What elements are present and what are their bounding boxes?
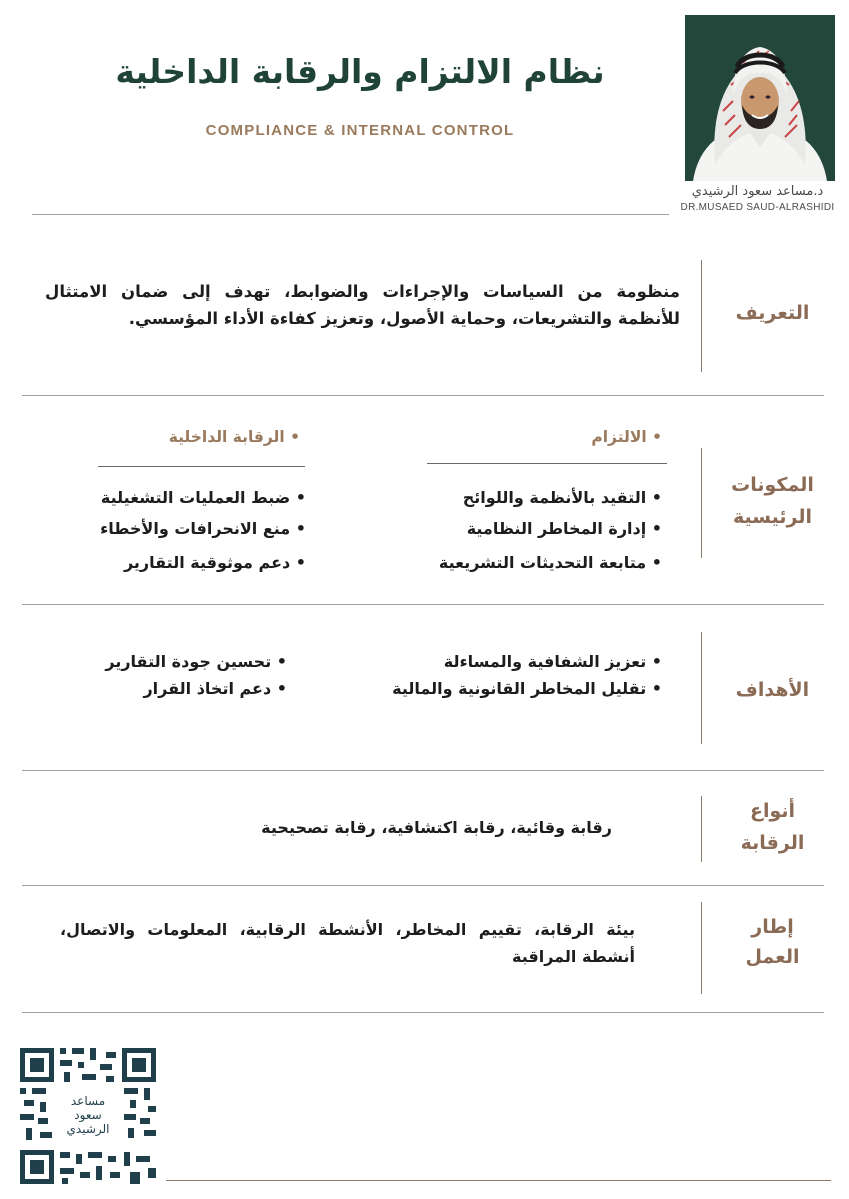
qr-logo-line2: سعود — [74, 1108, 102, 1122]
internal-control-heading-rule — [98, 466, 305, 467]
goals-item: • دعم اتخاذ القرار — [143, 679, 287, 698]
header-divider — [32, 214, 669, 215]
author-photo — [685, 15, 835, 181]
internal-control-heading: • الرقابة الداخلية — [168, 428, 300, 446]
definition-label: التعريف — [735, 302, 810, 324]
compliance-item: • التقيد بالأنظمة واللوائح — [462, 488, 662, 507]
section-divider — [22, 885, 824, 886]
compliance-item: • إدارة المخاطر النظامية — [466, 519, 662, 538]
components-label-line1: المكونات — [731, 474, 814, 496]
control-types-label-line1: أنواع — [749, 800, 796, 822]
definition-divider — [701, 260, 702, 372]
framework-divider — [701, 902, 702, 994]
qr-logo — [60, 1094, 116, 1136]
author-name-ar: د.مساعد سعود الرشيدي — [691, 184, 824, 199]
goals-label: الأهداف — [735, 679, 810, 701]
framework-text: بيئة الرقابة، تقييم المخاطر، الأنشطة الرقابية، المعلومات والاتصال، أنشطة المراقبة — [60, 920, 635, 966]
compliance-heading-rule — [427, 463, 667, 464]
author-name-en: DR.MUSAED SAUD-ALRASHIDI — [680, 202, 835, 213]
control-types-label-line2: الرقابة — [740, 832, 805, 854]
control-types-divider — [701, 796, 702, 862]
qr-logo-line3: الرشيدي — [66, 1122, 110, 1136]
internal-control-item: • ضبط العمليات التشغيلية — [100, 488, 306, 507]
goals-item: • تعزيز الشفافية والمساءلة — [443, 652, 662, 671]
components-label-line2: الرئيسية — [733, 506, 812, 528]
framework-label-line1: إطار — [751, 916, 794, 938]
qr-logo-line1: مساعد — [70, 1094, 106, 1108]
control-types-text: رقابة وقائية، رقابة اكتشافية، رقابة تصحيحية — [261, 818, 612, 837]
page-title: نظام الالتزام والرقابة الداخلية — [115, 52, 605, 91]
compliance-item: • متابعة التحديثات التشريعية — [438, 553, 662, 572]
compliance-heading: • الالتزام — [591, 428, 662, 446]
goals-divider — [701, 632, 702, 744]
section-divider — [22, 770, 824, 771]
qr-code[interactable] — [20, 1048, 156, 1184]
internal-control-item: • منع الانحرافات والأخطاء — [100, 519, 306, 538]
components-divider — [701, 448, 702, 558]
internal-control-item: • دعم موثوقية التقارير — [123, 553, 306, 572]
page-subtitle: COMPLIANCE & INTERNAL CONTROL — [205, 122, 515, 139]
section-divider — [22, 1012, 824, 1013]
goals-item: • تقليل المخاطر القانونية والمالية — [392, 679, 662, 698]
framework-label-line2: العمل — [745, 946, 800, 968]
goals-item: • تحسين جودة التقارير — [105, 652, 287, 671]
definition-text: منظومة من السياسات والإجراءات والضوابط، تهدف إلى ضمان الامتثال للأنظمة والتشريعات، وحماية الأصول، وتعزيز كفاءة الأداء المؤسسي. — [45, 282, 680, 328]
footer-divider — [166, 1180, 831, 1181]
section-divider — [22, 395, 824, 396]
section-divider — [22, 604, 824, 605]
